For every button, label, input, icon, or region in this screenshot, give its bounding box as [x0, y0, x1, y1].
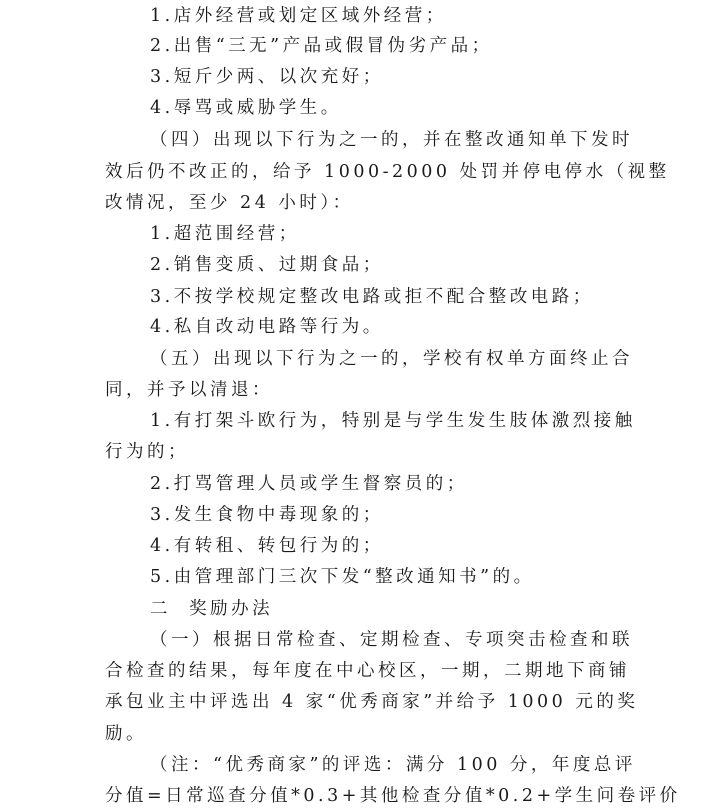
- text-line-25: （注：“优秀商家”的评选：满分 100 分，年度总评: [150, 755, 636, 775]
- text-line-9: 2.销售变质、过期食品；: [150, 255, 384, 275]
- text-line-8: 1.超范围经营；: [150, 224, 300, 244]
- text-line-3: 3.短斤少两、以次充好；: [150, 67, 384, 87]
- text-line-23: 承包业主中评选出 4 家“优秀商家”并给予 1000 元的奖: [105, 692, 639, 712]
- text-line-22: 合检查的结果，每年度在中心校区，一期，二期地下商铺: [105, 661, 630, 681]
- text-line-19: 5.由管理部门三次下发“整改通知书”的。: [150, 567, 535, 587]
- text-line-17: 3.发生食物中毒现象的；: [150, 505, 384, 525]
- text-line-7: 改情况，至少 24 小时）：: [105, 193, 354, 213]
- text-line-5: （四）出现以下行为之一的，并在整改通知单下发时: [150, 130, 633, 150]
- text-line-18: 4.有转租、转包行为的；: [150, 536, 384, 556]
- text-line-16: 2.打骂管理人员或学生督察员的；: [150, 474, 468, 494]
- text-line-11: 4.私自改动电路等行为。: [150, 317, 384, 337]
- text-line-10: 3.不按学校规定整改电路或拒不配合整改电路；: [150, 287, 594, 307]
- section-heading: 二 奖励办法: [150, 599, 274, 619]
- text-line-21: （一）根据日常检查、定期检查、专项突击检查和联: [150, 630, 633, 650]
- text-line-13: 同，并予以清退：: [105, 380, 273, 400]
- text-line-14: 1.有打架斗欧行为，特别是与学生发生肢体激烈接触: [150, 411, 636, 431]
- text-line-15: 行为的；: [105, 442, 189, 462]
- text-line-26: 分值=日常巡查分值*0.3+其他检查分值*0.2+学生问卷评价: [105, 786, 681, 806]
- text-line-4: 4.辱骂或威胁学生。: [150, 98, 342, 118]
- text-line-12: （五）出现以下行为之一的，学校有权单方面终止合: [150, 349, 633, 369]
- text-line-6: 效后仍不改正的，给予 1000-2000 处罚并停电停水（视整: [105, 162, 670, 182]
- text-line-2: 2.出售“三无”产品或假冒伪劣产品；: [150, 36, 493, 56]
- text-line-1: 1.店外经营或划定区域外经营；: [150, 6, 447, 26]
- text-line-24: 励。: [105, 724, 147, 744]
